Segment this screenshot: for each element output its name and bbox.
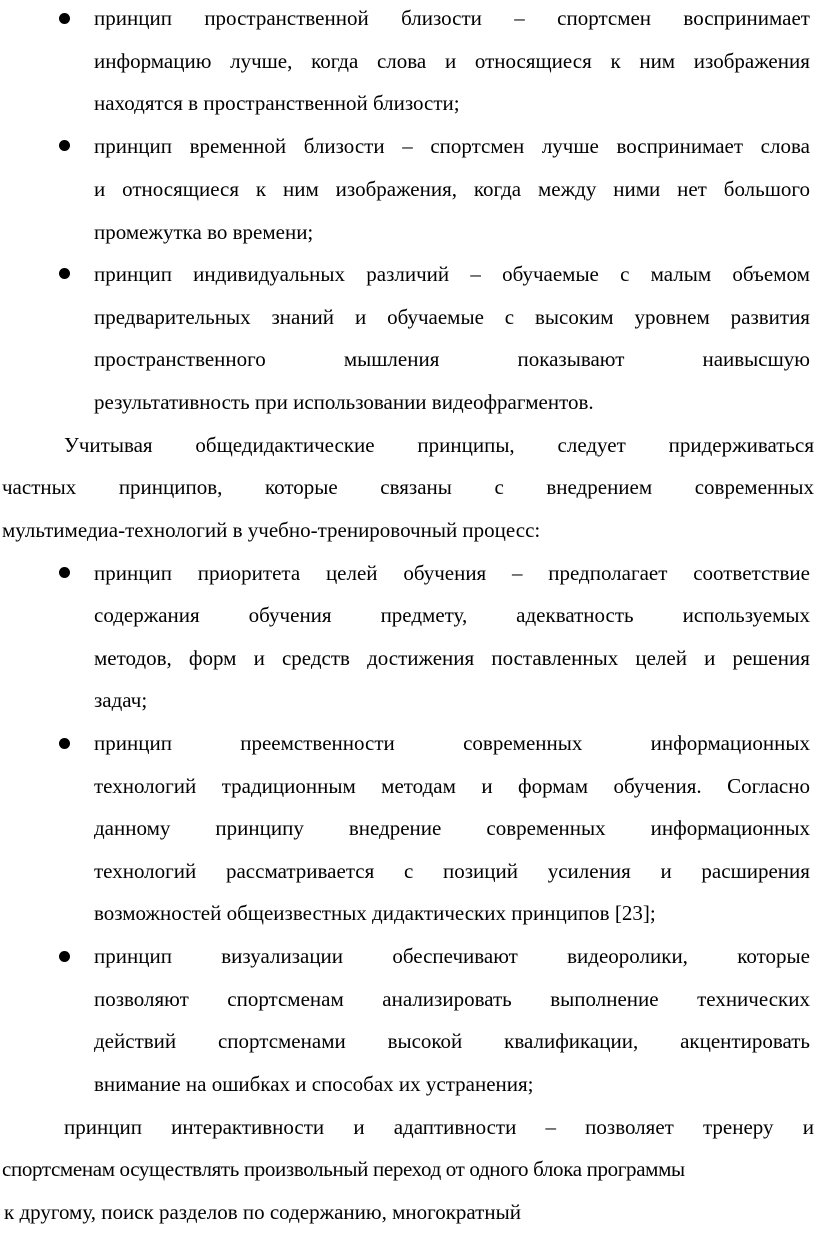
word: и: [354, 305, 367, 329]
word: с: [403, 859, 414, 883]
word: связаны: [380, 475, 452, 499]
word: придерживаться: [668, 433, 814, 457]
word: и: [444, 49, 457, 73]
text-line: задач;: [94, 688, 148, 712]
word: с: [620, 262, 630, 286]
word: методам: [381, 774, 456, 798]
word: принцип: [94, 731, 172, 755]
word: и: [253, 646, 265, 670]
text-line: к другому, поиск разделов по содержанию, многократный: [4, 1200, 521, 1224]
text-line: [94, 858, 810, 884]
word: относящиеся: [122, 177, 240, 201]
word: относящиеся: [474, 49, 592, 73]
word: спортсмен: [557, 6, 652, 30]
bullet-icon: [59, 951, 70, 962]
word: Учитывая: [64, 433, 153, 457]
word: слова: [376, 49, 427, 73]
bullet-icon: [59, 13, 70, 24]
word: высоким: [535, 305, 614, 329]
word: воспринимает: [616, 134, 744, 158]
text-line: [94, 5, 810, 31]
word: малым: [650, 262, 712, 286]
word: информационных: [650, 731, 810, 755]
word: мышления: [343, 347, 440, 371]
word: близости: [303, 134, 385, 158]
word: показывают: [517, 347, 625, 371]
word: содержания: [94, 603, 200, 627]
word: методов,: [94, 646, 172, 670]
word: ним: [639, 49, 676, 73]
word: общедидактические: [195, 433, 375, 457]
word: большого: [723, 177, 810, 201]
word: принцип: [94, 561, 172, 585]
word: ними: [613, 177, 661, 201]
word: визуализации: [221, 944, 344, 968]
word: технологий: [94, 859, 197, 883]
word: Согласно: [727, 774, 810, 798]
word: средств: [281, 646, 350, 670]
word: информацию: [94, 49, 212, 73]
word: которые: [737, 944, 810, 968]
word: приоритета: [197, 561, 301, 585]
word: к: [610, 49, 621, 73]
word: высокой: [387, 1029, 463, 1053]
word: которые: [265, 475, 338, 499]
word: решения: [732, 646, 810, 670]
word: позиций: [443, 859, 519, 883]
word: когда: [311, 49, 359, 73]
word: лучше: [541, 134, 599, 158]
word: спортсмен: [430, 134, 525, 158]
text-line: [94, 560, 810, 586]
text-line: промежутка во времени;: [94, 220, 314, 244]
word: –: [470, 262, 481, 286]
word: с: [504, 305, 515, 329]
word: обучения: [403, 561, 487, 585]
text-line: [2, 474, 814, 500]
text-line: [94, 261, 810, 287]
word: спортсменами: [217, 1029, 346, 1053]
text-line: [64, 432, 814, 458]
word: обучаемые: [387, 305, 484, 329]
word: внедрение: [348, 816, 442, 840]
word: предварительных: [94, 305, 251, 329]
word: формам: [518, 774, 589, 798]
word: принцип: [94, 262, 172, 286]
word: принципу: [215, 816, 304, 840]
word: между: [538, 177, 597, 201]
text-line: [94, 176, 810, 202]
text-line: результативность при использовании видеофрагментов.: [94, 390, 594, 414]
text-line: [94, 48, 810, 74]
word: традиционным: [221, 774, 356, 798]
word: анализировать: [382, 987, 512, 1011]
word: усиления: [547, 859, 631, 883]
word: принцип: [94, 944, 172, 968]
word: адаптивности: [393, 1115, 517, 1139]
word: современных: [463, 731, 583, 755]
word: различий: [366, 262, 450, 286]
word: форм: [188, 646, 237, 670]
word: принципов,: [118, 475, 223, 499]
word: акцентировать: [680, 1029, 810, 1053]
word: лучше,: [230, 49, 293, 73]
word: ним: [283, 177, 319, 201]
word: спортсменам: [227, 987, 344, 1011]
word: близости: [401, 6, 482, 30]
word: предмету,: [380, 603, 468, 627]
word: с: [494, 475, 504, 499]
word: –: [514, 6, 525, 30]
text-line: [94, 346, 810, 372]
word: и: [704, 646, 716, 670]
word: технических: [697, 987, 810, 1011]
word: целей: [635, 646, 687, 670]
word: –: [545, 1115, 556, 1139]
word: обучения.: [613, 774, 702, 798]
word: следует: [557, 433, 626, 457]
text-line: [94, 943, 810, 969]
word: наивысшую: [702, 347, 810, 371]
word: слова: [760, 134, 810, 158]
word: когда: [473, 177, 522, 201]
text-line: [94, 986, 810, 1012]
bullet-icon: [59, 140, 70, 151]
word: уровнем: [634, 305, 710, 329]
word: обучения: [248, 603, 332, 627]
word: тренеру: [702, 1115, 774, 1139]
text-line: [94, 645, 810, 671]
word: целей: [325, 561, 378, 585]
word: позволяет: [585, 1115, 674, 1139]
word: и: [802, 1115, 814, 1139]
text-line: [94, 815, 810, 841]
word: расширения: [701, 859, 810, 883]
word: нет: [677, 177, 707, 201]
word: используемых: [682, 603, 810, 627]
word: пространственного: [94, 347, 266, 371]
word: современных: [694, 475, 814, 499]
text-line: [94, 602, 810, 628]
word: –: [511, 561, 523, 585]
text-line: спортсменам осуществлять произвольный переход от одного блока программы: [2, 1157, 685, 1181]
word: обеспечивают: [392, 944, 518, 968]
word: современных: [486, 816, 606, 840]
word: пространственной: [204, 6, 369, 30]
word: частных: [2, 475, 77, 499]
text-line: [64, 1114, 814, 1140]
word: видеоролики,: [567, 944, 688, 968]
word: данному: [94, 816, 171, 840]
word: действий: [94, 1029, 177, 1053]
text-line: [94, 304, 810, 330]
word: принцип: [64, 1115, 142, 1139]
text-line: [94, 1028, 810, 1054]
word: временной: [189, 134, 287, 158]
word: воспринимает: [683, 6, 810, 30]
text-line: [94, 730, 810, 756]
word: предполагает: [548, 561, 668, 585]
word: индивидуальных: [193, 262, 346, 286]
word: адекватность: [516, 603, 634, 627]
word: принцип: [94, 6, 172, 30]
word: преемственности: [240, 731, 395, 755]
word: принцип: [94, 134, 172, 158]
word: и: [353, 1115, 365, 1139]
word: интерактивности: [171, 1115, 325, 1139]
bullet-icon: [59, 268, 70, 279]
word: информационных: [650, 816, 810, 840]
text-line: находятся в пространственной близости;: [94, 91, 460, 115]
text-line: мультимедиа-технологий в учебно-тренировочный процесс:: [2, 518, 541, 542]
word: квалификации,: [504, 1029, 639, 1053]
word: достижения: [367, 646, 475, 670]
word: развития: [730, 305, 810, 329]
word: объемом: [732, 262, 810, 286]
text-line: [94, 773, 810, 799]
word: к: [255, 177, 267, 201]
word: изображения: [693, 49, 810, 73]
text-line: возможностей общеизвестных дидактических принципов [23];: [94, 901, 656, 925]
word: поставленных: [491, 646, 619, 670]
word: технологий: [94, 774, 197, 798]
word: выполнение: [550, 987, 659, 1011]
word: и: [660, 859, 672, 883]
word: рассматривается: [225, 859, 375, 883]
word: и: [481, 774, 493, 798]
text-line: внимание на ошибках и способах их устранения;: [94, 1072, 534, 1096]
word: –: [402, 134, 413, 158]
bullet-icon: [59, 567, 70, 578]
word: принципы,: [417, 433, 515, 457]
word: и: [94, 177, 106, 201]
word: внедрением: [546, 475, 653, 499]
text-line: [94, 133, 810, 159]
word: изображения,: [335, 177, 458, 201]
bullet-icon: [59, 738, 70, 749]
word: знаний: [271, 305, 335, 329]
word: обучаемые: [502, 262, 599, 286]
word: соответствие: [693, 561, 810, 585]
word: позволяют: [94, 987, 189, 1011]
